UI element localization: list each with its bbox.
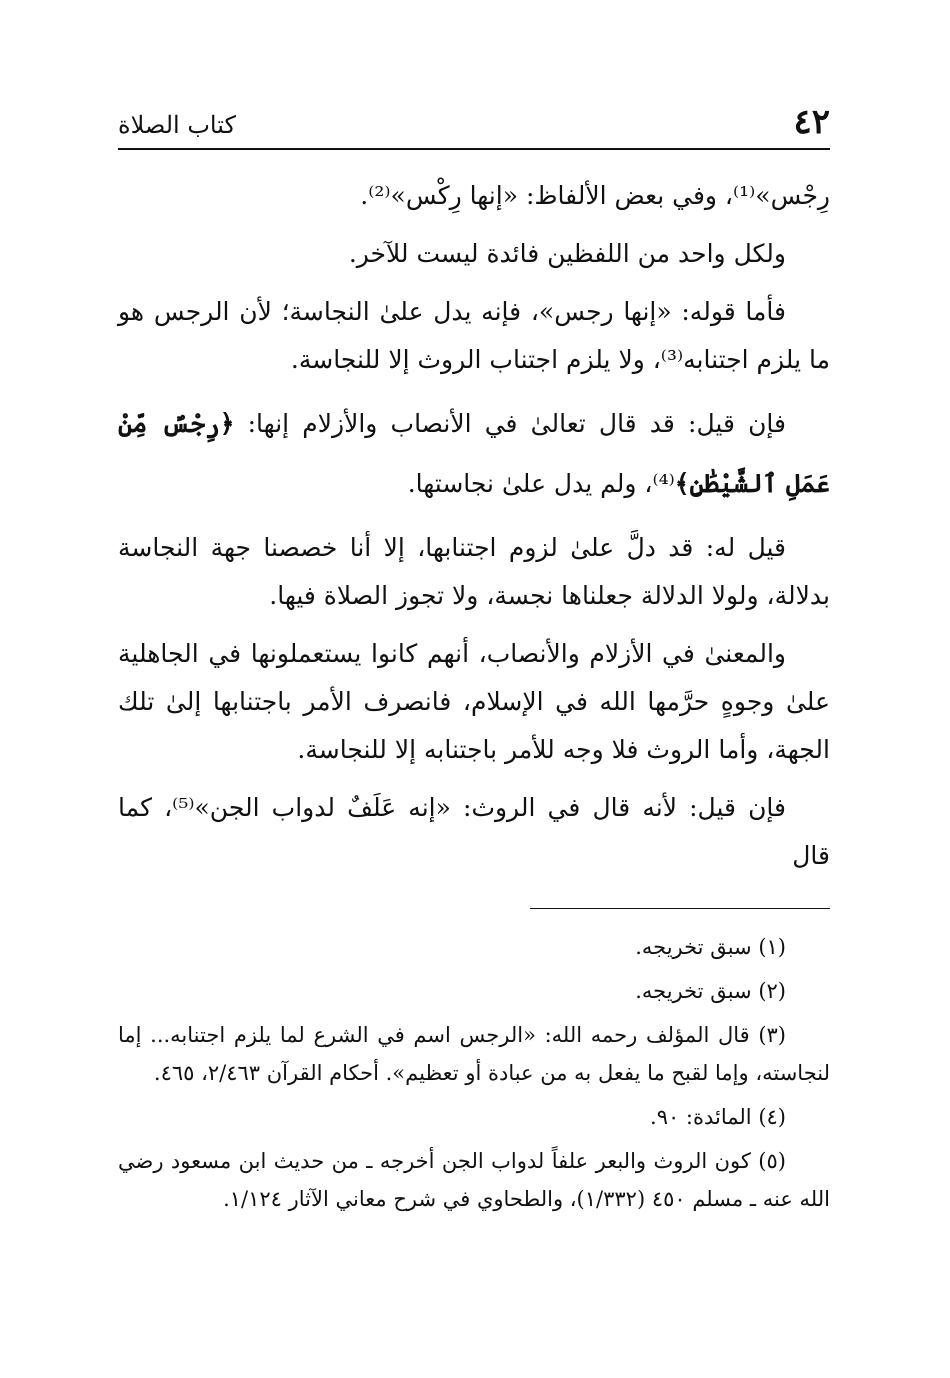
- page-header: [118, 100, 830, 150]
- paragraph-4-quran: [118, 394, 830, 514]
- quran-after: ⁽⁴⁾، ولم يدل علىٰ نجاستها.: [407, 469, 675, 498]
- running-title: كتاب الصلاة: [118, 111, 236, 139]
- paragraph-1: رِجْس»⁽¹⁾، وفي بعض الألفاظ: «إنها رِكْس»⁽²⁾.: [360, 181, 830, 210]
- quran-verse: ﴿رِجْسٌ مِّنْ عَمَلِ ٱلشَّيْطَٰنِ﴾: [118, 409, 830, 498]
- footnote-5: (٥) كون الروث والبعر علفاً لدواب الجن أخرجه ـ من حديث ابن مسعود رضي الله عنه ـ مسلم ٤٥٠ (١/٣٣٢)، والطحاوي في شرح معاني الآثار ١/١٢٤.: [118, 1149, 830, 1211]
- paragraph-5: قيل له: قد دلَّ علىٰ لزوم اجتنابها، إلا أنا خصصنا جهة النجاسة بدلالة، ولولا الدلالة جعلناها نجسة، ولا تجوز الصلاة فيها.: [118, 533, 830, 610]
- footnote-2: (٢) سبق تخريجه.: [635, 979, 786, 1003]
- footnote-separator: [530, 908, 830, 909]
- paragraph-2: ولكل واحد من اللفظين فائدة ليست للآخر.: [348, 239, 786, 268]
- paragraph-7: فإن قيل: لأنه قال في الروث: «إنه عَلَفٌ لدواب الجن»⁽⁵⁾، كما قال: [118, 793, 830, 870]
- main-text: [118, 172, 830, 890]
- paragraph-3: فأما قوله: «إنها رجس»، فإنه يدل علىٰ النجاسة؛ لأن الرجس هو ما يلزم اجتنابه⁽³⁾، ولا يلزم اجتناب الروث إلا للنجاسة.: [118, 297, 830, 374]
- paragraph-6: والمعنىٰ في الأزلام والأنصاب، أنهم كانوا يستعملونها في الجاهلية علىٰ وجوهٍ حرَّمها الله في الإسلام، فانصرف الأمر باجتنابها إلىٰ تلك الجهة، وأما الروث فلا وجه للأمر باجتنابه إلا للنجاسة.: [118, 639, 830, 764]
- footnote-1: (١) سبق تخريجه.: [635, 935, 786, 959]
- footnote-3: (٣) قال المؤلف رحمه الله: «الرجس اسم في الشرع لما يلزم اجتنابه... إما لنجاسته، وإما لقبح ما يفعل به من عبادة أو تعظيم». أحكام القرآن ٢/٤٦٣، ٤٦٥.: [118, 1023, 830, 1085]
- quran-intro: فإن قيل: قد قال تعالىٰ في الأنصاب والأزلام إنها:: [234, 409, 786, 438]
- footnote-4: (٤) المائدة: ٩٠.: [650, 1105, 786, 1129]
- footnotes: [118, 928, 830, 1224]
- page-number: ٤٢: [793, 102, 830, 142]
